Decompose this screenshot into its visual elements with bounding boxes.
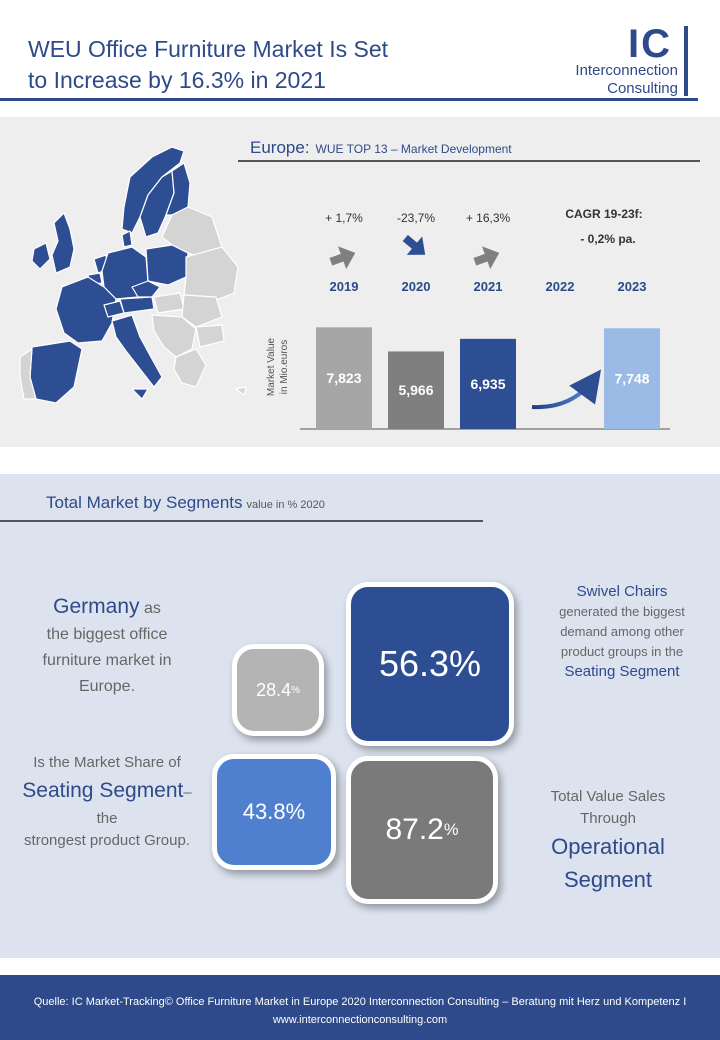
seating-pre: Is the Market Share of: [33, 754, 181, 771]
total-text: [530, 786, 686, 896]
seating-rest: strongest product Group.: [24, 832, 190, 849]
segments-title-big: Total Market by Segments: [46, 493, 243, 512]
swivel-mid: generated the biggest demand among other product groups in the: [559, 604, 685, 659]
segments-title: [46, 493, 325, 513]
germany-text: [22, 594, 192, 700]
x-tick-label: 2022: [545, 279, 575, 294]
logo-line2: Consulting: [607, 80, 678, 97]
change-arrow-up: [327, 242, 360, 273]
ic-logo: [560, 24, 698, 96]
total-pre: Total Value Sales Through: [550, 788, 666, 827]
tile-germany-share: [232, 644, 324, 736]
change-arrow-up: [471, 242, 504, 273]
change-label: + 1,7%: [325, 211, 363, 225]
europe-title-small: WUE TOP 13 – Market Development: [315, 142, 512, 156]
tile-operational-suffix: %: [443, 820, 459, 839]
market-development-chart: [0, 117, 720, 447]
x-tick-label: 2020: [401, 279, 431, 294]
page-title: [28, 34, 448, 96]
segments-divider: [0, 520, 483, 522]
bar-value-label: 7,748: [614, 370, 650, 387]
total-highlight: Operational Segment: [551, 834, 665, 892]
tile-seating-value: 43.8%: [242, 799, 306, 824]
tile-swivel-value: 56.3%: [378, 643, 482, 684]
y-axis-label-line2: in Mio.euros: [279, 339, 290, 395]
europe-title-big: Europe:: [250, 138, 310, 157]
x-tick-label: 2023: [617, 279, 647, 294]
change-arrow-down: [398, 229, 433, 264]
segments-title-small: value in % 2020: [246, 499, 325, 511]
tile-operational-value: 87.2: [385, 813, 444, 846]
cagr-label: CAGR 19-23f:: [565, 207, 643, 221]
cagr-value: - 0,2% pa.: [580, 232, 636, 246]
seating-text: [22, 752, 192, 852]
germany-rest: the biggest office furniture market in Europe.: [42, 626, 172, 695]
tile-operational-share: [346, 756, 498, 904]
forecast-arrow: [532, 379, 594, 407]
y-axis-label-line1: Market Value: [266, 337, 277, 397]
change-label: -23,7%: [396, 211, 436, 225]
logo-ic-text: IC: [628, 22, 672, 66]
tile-germany-value: 28.4: [256, 679, 292, 700]
title-line1: WEU Office Furniture Market Is Set: [28, 36, 389, 62]
bar-value-label: 5,966: [398, 382, 434, 399]
seating-dash: – the: [96, 784, 192, 827]
header: [0, 0, 720, 100]
segments-section: [0, 474, 720, 958]
tile-swivel-share: [346, 582, 514, 746]
bar-value-label: 7,823: [326, 370, 362, 387]
bar-value-label: 6,935: [470, 375, 506, 392]
header-divider: [0, 98, 698, 101]
germany-as: as: [143, 600, 161, 617]
logo-bar: [684, 26, 688, 96]
change-label: + 16,3%: [465, 211, 511, 225]
germany-highlight: Germany: [53, 595, 140, 618]
tile-seating-share: [212, 754, 336, 870]
source-note: Quelle: IC Market-Tracking© Office Furniture Market in Europe 2020 Interconnection Consulting – Beratung mit Herz und Kompetenz I www.interconnectionconsulting.com: [33, 996, 687, 1026]
x-tick-label: 2019: [329, 279, 359, 294]
swivel-highlight: Swivel Chairs: [576, 583, 668, 600]
seating-highlight: Seating Segment: [22, 779, 184, 802]
title-line2: to Increase by 16.3% in 2021: [28, 67, 326, 93]
logo-line1: Interconnection: [575, 62, 678, 79]
footer: [0, 975, 720, 1040]
swivel-text: [540, 582, 704, 682]
tile-germany-suffix: %: [291, 684, 300, 696]
swivel-highlight2: Seating Segment: [564, 663, 680, 680]
x-tick-label: 2021: [473, 279, 503, 294]
europe-section: [0, 117, 720, 447]
